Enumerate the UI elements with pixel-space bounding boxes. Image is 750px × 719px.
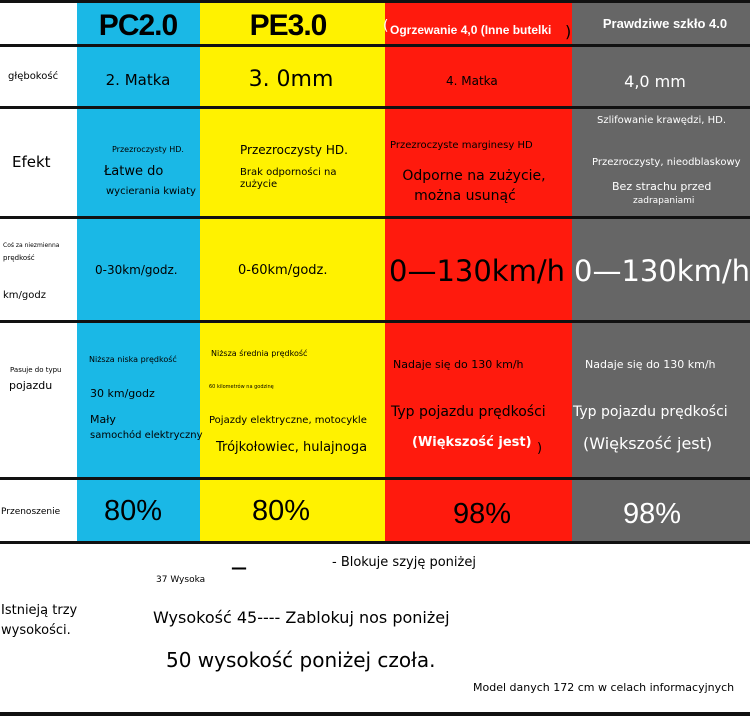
vehicle-pe-line: Niższa średnia prędkość <box>211 349 308 358</box>
vehicle-heat-line: Nadaje się do 130 km/h <box>393 358 524 371</box>
transmission-heat: 98% <box>452 498 512 530</box>
depth-heat: 4. Matka <box>446 74 498 88</box>
vehicle-pe-line: 60 kilometrów na godzinę <box>209 384 274 390</box>
header-glass: Prawdziwe szkło 4.0 <box>602 16 728 31</box>
row-divider <box>0 320 750 323</box>
effect-glass-line: Przezroczysty, nieodblaskowy <box>592 157 741 168</box>
vehicle-glass-line: (Większość jest) <box>583 434 713 453</box>
vehicle-pc-line: Mały <box>90 413 116 426</box>
depth-pe: 3. 0mm <box>248 67 334 92</box>
speed-glass: 0—130km/h <box>574 254 750 288</box>
vehicle-pc-line: 30 km/godz <box>90 387 155 400</box>
transmission-label: Przenoszenie <box>1 507 61 517</box>
height-line-forehead: 50 wysokość poniżej czoła. <box>166 648 436 672</box>
header-heat: Ogrzewanie 4,0 (Inne butelki <box>390 23 552 37</box>
depth-label: głębokość <box>8 71 59 82</box>
effect-pe-line: zużycie <box>240 179 278 190</box>
row-divider <box>0 541 750 544</box>
row-divider <box>0 477 750 480</box>
transmission-glass: 98% <box>622 498 682 530</box>
speed-heat: 0—130km/h <box>389 254 565 288</box>
effect-glass-line: zadrapaniami <box>633 196 695 206</box>
height-line-neck: - Blokuje szyję poniżej <box>332 555 476 570</box>
vehicle-glass-line: Nadaje się do 130 km/h <box>585 358 716 371</box>
depth-glass: 4,0 mm <box>624 72 686 91</box>
effect-glass-line: Bez strachu przed <box>612 180 712 193</box>
header-heat-bracket-open: ( <box>383 18 389 34</box>
depth-pc: 2. Matka <box>105 71 171 89</box>
effect-pc-line: Przezroczysty HD. <box>112 145 184 154</box>
vehicle-heat-line: Typ pojazdu prędkości <box>391 404 546 420</box>
height-line-nose: Wysokość 45---- Zablokuj nos poniżej <box>153 608 450 627</box>
vehicle-pe-line: Pojazdy elektryczne, motocykle <box>209 415 367 426</box>
vehicle-label-line: pojazdu <box>9 379 53 392</box>
vehicle-label-line: Pasuje do typu <box>10 366 62 374</box>
effect-pc-line: wycierania kwiaty <box>106 186 196 197</box>
row-divider <box>0 44 750 47</box>
height-37-dash: — <box>231 558 247 577</box>
speed-pe: 0-60km/godz. <box>238 263 328 278</box>
effect-pc-line: Łatwe do <box>104 164 164 179</box>
vehicle-pc-line: Niższa niska prędkość <box>89 355 177 364</box>
row-divider <box>0 0 750 3</box>
effect-heat-line: można usunąć <box>414 188 516 204</box>
header-heat-bracket-close: ) <box>565 22 572 41</box>
vehicle-pc-line: samochód elektryczny <box>90 430 203 441</box>
row-divider <box>0 106 750 109</box>
effect-pe-line: Brak odporności na <box>240 167 337 178</box>
header-pe: PE3.0 <box>249 9 327 42</box>
row-divider <box>0 216 750 219</box>
speed-label-line: Coś za niezmienna <box>3 242 60 249</box>
effect-heat-line: Przezroczyste marginesy HD <box>390 140 533 151</box>
vehicle-glass-line: Typ pojazdu prędkości <box>573 404 728 420</box>
speed-label-line: km/godz <box>3 290 46 301</box>
model-note: Model danych 172 cm w celach informacyjnych <box>473 681 735 694</box>
vehicle-heat-bracket: ) <box>537 441 543 456</box>
header-pc: PC2.0 <box>98 9 178 42</box>
effect-glass-line: Szlifowanie krawędzi, HD. <box>597 115 727 126</box>
speed-label-line: prędkość <box>3 254 35 262</box>
height-37-label: 37 Wysoka <box>156 575 206 585</box>
speed-pc: 0-30km/godz. <box>95 263 178 277</box>
effect-label: Efekt <box>12 153 51 171</box>
transmission-pe: 80% <box>251 495 311 527</box>
vehicle-heat-line: (Większość jest) <box>412 435 532 450</box>
vehicle-pe-line: Trójkołowiec, hulajnoga <box>216 440 368 455</box>
transmission-pc: 80% <box>103 495 163 527</box>
heights-label-line: Istnieją trzy <box>1 603 78 618</box>
row-divider <box>0 712 750 716</box>
heights-label-line: wysokości. <box>1 623 71 638</box>
effect-pe-line: Przezroczysty HD. <box>240 143 348 157</box>
effect-heat-line: Odporne na zużycie, <box>402 168 546 184</box>
